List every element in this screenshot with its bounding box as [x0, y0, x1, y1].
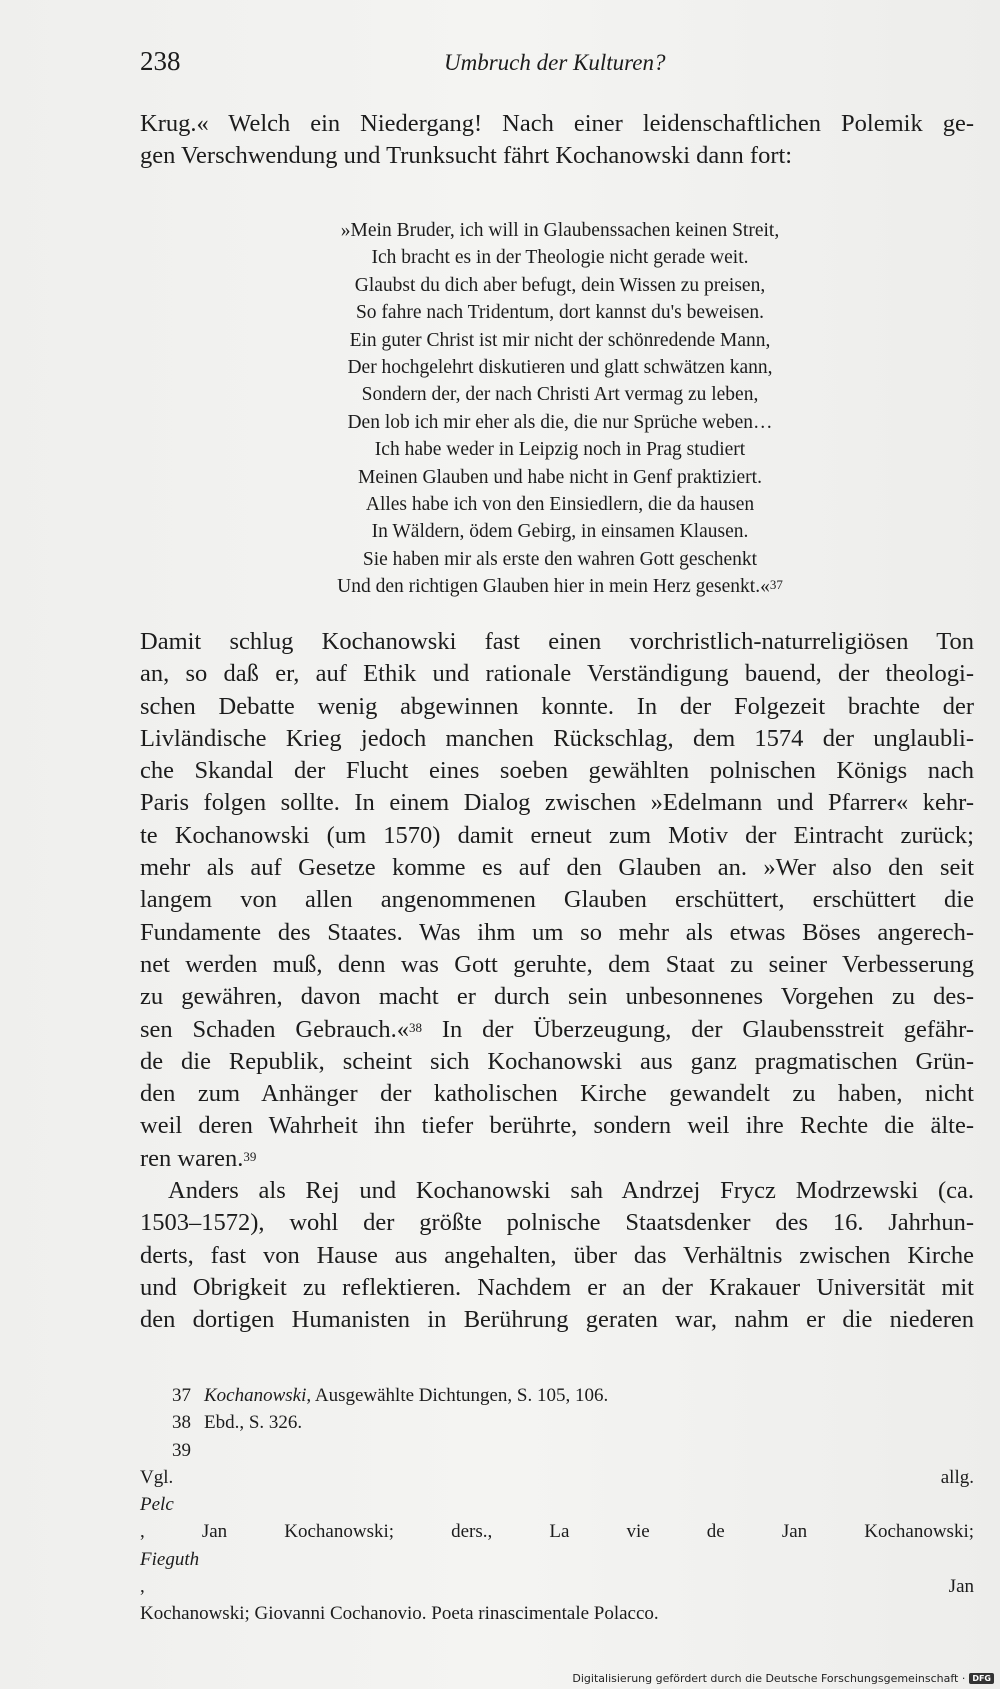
text-line — [140, 1014, 974, 1046]
text-line: mehr als auf Gesetze komme es auf den Glauben an. »Wer also den seit — [140, 854, 974, 882]
footnote-text: , Jan Kochanowski; ders., La vie de Jan Kochanowski; — [140, 1521, 974, 1543]
verse-line: Den lob ich mir eher als die, die nur Sprüche weben… — [347, 411, 773, 433]
text-line — [140, 1143, 974, 1175]
footnote-number: 39 — [172, 1439, 191, 1461]
verse-line-text: Und den richtigen Glauben hier in mein Herz gesenkt.« — [337, 576, 770, 598]
footnote-author: Fieguth — [140, 1548, 200, 1570]
footnote-37 — [140, 1382, 974, 1409]
verse-line: Ich bracht es in der Theologie nicht gerade weit. — [371, 247, 749, 269]
page-number: 238 — [140, 46, 181, 76]
footnote-number: 37 — [172, 1385, 191, 1406]
verse-line: Der hochgelehrt diskutieren und glatt schwätzen kann, — [347, 357, 773, 379]
footnote-39 — [140, 1437, 974, 1628]
verse-line: »Mein Bruder, ich will in Glaubenssachen keinen Streit, — [340, 220, 780, 241]
verse-line: Ich habe weder in Leipzig noch in Prag studiert — [374, 439, 746, 461]
text-line: net werden muß, denn was Gott geruhte, dem Staat zu seiner Verbesserung — [140, 950, 974, 978]
running-head: Umbruch der Kulturen? — [444, 50, 666, 75]
text-line: Livländische Krieg jedoch manchen Rückschlag, dem 1574 der unglaubli- — [140, 724, 974, 752]
text-line: Damit schlug Kochanowski fast einen vorchristlich-naturreligiösen Ton — [140, 628, 974, 655]
text-line: de die Republik, scheint sich Kochanowski aus ganz pragmatischen Grün- — [140, 1047, 974, 1075]
verse-line: Alles habe ich von den Einsiedlern, die da hausen — [365, 494, 755, 516]
text-line: Anders als Rej und Kochanowski sah Andrzej Frycz Modrzewski (ca. — [168, 1177, 974, 1205]
footnote-38 — [140, 1409, 974, 1436]
text-line: den dortigen Humanisten in Berührung geraten war, nahm er die niederen — [140, 1306, 974, 1334]
text-line: 1503–1572), wohl der größte polnische Staatsdenker des 16. Jahrhun- — [140, 1209, 974, 1237]
footnote-line: Kochanowski; Giovanni Cochanovio. Poeta rinascimentale Polacco. — [140, 1603, 659, 1625]
text-line: gen Verschwendung und Trunksucht fährt Kochanowski dann fort: — [140, 142, 793, 170]
text-span: sen Schaden Gebrauch.« — [140, 1015, 409, 1043]
verse-line: Sie haben mir als erste den wahren Gott geschenkt — [362, 548, 758, 570]
text-line: Fundamente des Staates. Was ihm um so mehr als etwas Böses angerech- — [140, 918, 974, 946]
text-span: In der Überzeugung, der Glaubensstreit gefähr- — [421, 1015, 974, 1043]
dfg-logo-icon: DFG — [969, 1673, 994, 1684]
verse-line: In Wäldern, ödem Gebirg, in einsamen Klausen. — [371, 521, 749, 543]
text-line: che Skandal der Flucht eines soeben gewählten polnischen Königs nach — [140, 757, 974, 785]
footnote-ref-37[interactable]: 37 — [769, 577, 783, 593]
footnote-ref-38[interactable]: 38 — [408, 1019, 422, 1035]
footnote-number: 38 — [172, 1412, 191, 1434]
verse-block — [200, 217, 920, 601]
text-line: zu gewähren, davon macht er durch sein unbesonnenes Vorgehen zu des- — [140, 983, 974, 1011]
footnotes — [140, 1382, 974, 1628]
page-header — [140, 46, 940, 86]
text-line: den zum Anhänger der katholischen Kirche gewandelt zu haben, nicht — [140, 1080, 974, 1108]
verse-line: Ein guter Christ ist mir nicht der schönredende Mann, — [349, 329, 771, 351]
footnote-author: Kochanowski — [204, 1385, 307, 1406]
footnote-ref-39[interactable]: 39 — [243, 1148, 257, 1164]
credit-text: Digitalisierung gefördert durch die Deutsche Forschungsgemeinschaft · — [572, 1672, 966, 1685]
text-line: schen Debatte wenig abgewinnen konnte. In der Folgezeit brachte der — [140, 692, 974, 720]
text-line: derts, fast von Hause aus angehalten, über das Verhältnis zwischen Kirche — [140, 1241, 974, 1269]
text-line: Krug.« Welch ein Niedergang! Nach einer leidenschaftlichen Polemik ge- — [140, 110, 974, 137]
verse-line: Sondern der, der nach Christi Art vermag zu leben, — [361, 384, 759, 406]
footnote-text: Ebd., S. 326. — [204, 1412, 303, 1434]
text-line: te Kochanowski (um 1570) damit erneut zum Motiv der Eintracht zurück; — [140, 821, 974, 849]
main-paragraph-1 — [140, 626, 974, 1337]
text-line: weil deren Wahrheit ihn tiefer berührte, sondern weil ihre Rechte die älte- — [140, 1112, 974, 1140]
footnote-author: Pelc — [140, 1494, 174, 1516]
text-line: an, so daß er, auf Ethik und rationale Verständigung bauend, der theologi- — [140, 660, 974, 688]
text-line: Paris folgen sollte. In einem Dialog zwischen »Edelmann und Pfarrer« kehr- — [140, 789, 974, 817]
footnote-text: Vgl. allg. — [140, 1466, 974, 1488]
verse-line: So fahre nach Tridentum, dort kannst du's beweisen. — [355, 302, 765, 324]
verse-line: Meinen Glauben und habe nicht in Genf praktiziert. — [358, 466, 762, 488]
footnote-line — [140, 1437, 974, 1601]
verse-line: Glaubst du dich aber befugt, dein Wissen zu preisen, — [354, 274, 766, 296]
text-line: und Obrigkeit zu reflektieren. Nachdem er an der Krakauer Universität mit — [140, 1273, 974, 1301]
footnote-text: , Ausgewählte Dichtungen, S. 105, 106. — [306, 1385, 609, 1406]
footnote-text: , Jan — [140, 1576, 974, 1598]
text-span: ren waren. — [140, 1144, 244, 1172]
digitization-credit — [572, 1672, 994, 1685]
intro-paragraph — [140, 108, 974, 173]
text-line: langem von allen angenommenen Glauben erschüttert, erschüttert die — [140, 886, 974, 914]
verse-line — [200, 573, 920, 600]
